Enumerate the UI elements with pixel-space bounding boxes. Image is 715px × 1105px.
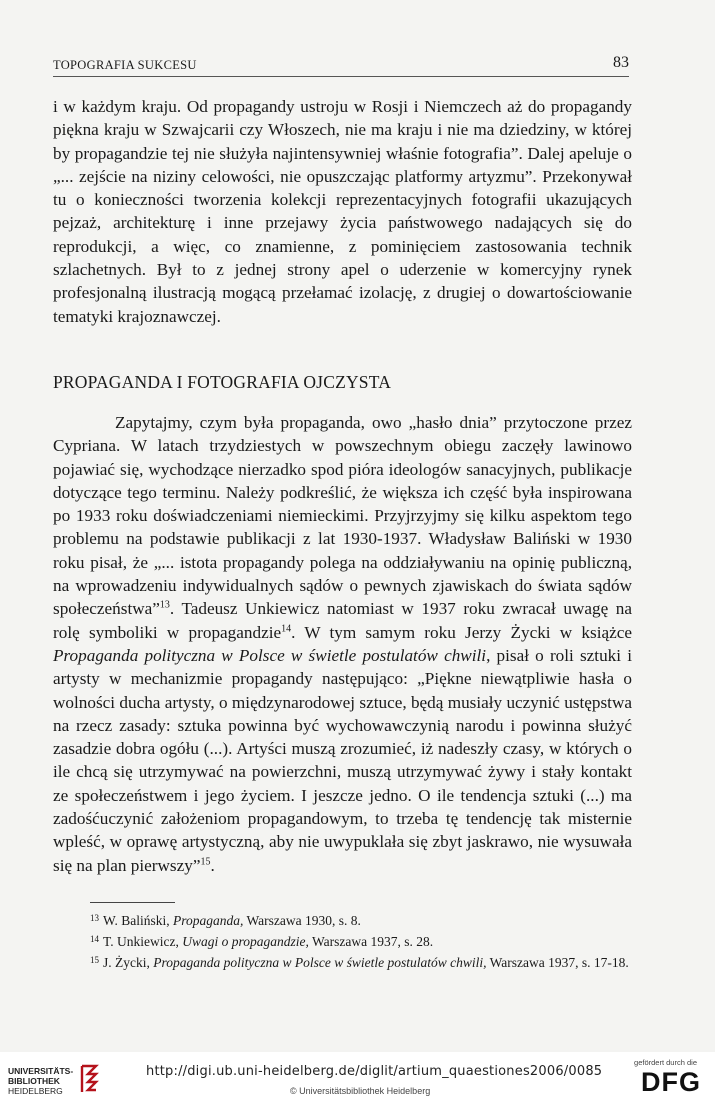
footnote-author: W. Baliński, <box>103 913 174 928</box>
running-head <box>53 54 629 77</box>
footnote-ref: 13 <box>159 599 170 611</box>
footnote-rest: Warszawa 1937, s. 28. <box>308 934 434 949</box>
footnote-ref: 15 <box>200 855 211 867</box>
text-segment: . Tadeusz Unkiewicz natomiast w 1937 roku zwracał uwagę na rolę symboliki w propagandzie <box>53 599 632 642</box>
source-url-link[interactable]: http://digi.ub.uni-heidelberg.de/diglit/artium_quaestiones2006/0085 <box>146 1064 603 1079</box>
footnote-number: 14 <box>90 934 99 944</box>
footnote-rest: Warszawa 1937, s. 17-18. <box>486 955 629 970</box>
footnote-title: Uwagi o propagandzie, <box>182 934 309 949</box>
footnote-title: Propaganda polityczna w Polsce w świetle postulatów chwili, <box>153 955 487 970</box>
text-segment: . W tym samym roku Jerzy Życki w książce <box>291 622 632 642</box>
library-name-line: UNIVERSITÄTS- <box>8 1066 74 1076</box>
library-logo-icon <box>78 1064 102 1094</box>
footnote-title: Propaganda, <box>173 913 244 928</box>
footnote <box>53 932 632 953</box>
footnote <box>53 953 632 974</box>
text-segment: , pisał o roli sztuki i artysty w mechanizmie propagandy następująco: „Piękne niewątpliwie hasła o wolności ducha artysty, o międzynarodowej sztuce, będą musiały uczynić ustępstwa na rzecz zasady: sztuka powinna być wychowawczynią narodu i powinna służyć zasadzie dobra ogółu (...). Artyści muszą zrozumieć, iż nadeszły czasy, w których o ile chcą się utrzymywać na powierzchni, muszą utrzymywać żywy i stały kontakt ze społeczeństwem i jego życiem. I jeszcze jedno. O ile tendencja sztuki (...) ma zadośćuczynić założeniom propagandowym, to trzeba tę tendencję tak misternie wpleść, w oprawę artystyczną, aby nie uwypuklała się zbyt jaskrawo, nie wysuwała się na plan pierwszy” <box>53 645 632 875</box>
body-continuation <box>53 95 632 328</box>
funding-note: gefördert durch die <box>634 1058 697 1067</box>
footnote-number: 15 <box>90 955 99 965</box>
digitization-footer <box>0 1052 715 1105</box>
section-paragraph <box>53 411 632 877</box>
library-name-line: BIBLIOTHEK <box>8 1076 60 1086</box>
section-body <box>53 411 632 877</box>
book-title: Propaganda polityczna w Polsce w świetle postulatów chwili <box>53 645 487 665</box>
footnotes <box>53 911 632 974</box>
footnote-author: T. Unkiewicz, <box>103 934 183 949</box>
dfg-logo: DFG <box>641 1067 701 1097</box>
section-heading: PROPAGANDA I FOTOGRAFIA OJCZYSTA <box>53 372 392 392</box>
footnote-rest: Warszawa 1930, s. 8. <box>243 913 361 928</box>
text-segment: . <box>210 855 215 875</box>
footnote-number: 13 <box>90 913 99 923</box>
running-title: TOPOGRAFIA SUKCESU <box>53 58 197 72</box>
page-number: 83 <box>613 54 629 71</box>
footnote <box>53 911 632 932</box>
footnote-ref: 14 <box>281 622 292 634</box>
footnote-author: J. Życki, <box>103 955 154 970</box>
paragraph-continued: i w każdym kraju. Od propagandy ustroju w Rosji i Niemczech aż do propagandy piękna kraju w Szwajcarii czy Włoszech, nie ma kraju i nie ma dziedziny, w której by propagandzie tej nie służyła najintensywniej właśnie fotografia”. Dalej apeluje o „... zejście na niziny celowości, nie opuszczając platformy artyzmu”. Przekonywał tu o konieczności tworzenia kolekcji reprezentacyjnych fotografii ukazujących pejzaż, architekturę i inne przejawy życia państwowego nadających się do reprodukcji, a więc, co znamienne, z pominięciem zastosowania technik szlachetnych. Był to z jednej strony apel o uderzenie w komercyjny rynek profesjonalną ilustracją mogącą przełamać izolację, z drugiej o dowartościowanie tematyki krajoznawczej. <box>53 97 632 326</box>
library-name-line: HEIDELBERG <box>8 1086 63 1096</box>
library-name <box>8 1066 73 1096</box>
copyright-notice: © Universitätsbibliothek Heidelberg <box>290 1086 431 1096</box>
footnote-separator <box>90 902 175 903</box>
text-segment: Zapytajmy, czym była propaganda, owo „hasło dnia” przytoczone przez Cypriana. W latach trzydziestych w powszechnym obiegu zaczęły lawinowo pojawiać się, wychodzące nierzadko spod pióra ideologów sanacyjnych, publikacje dotyczące tego terminu. Należy podkreślić, że większa ich część była inspirowana po 1933 roku doświadczeniami niemieckimi. Przyjrzyjmy się kilku aspektom tego problemu na podstawie publikacji z lat 1930-1937. Władysław Baliński w 1930 roku pisał, że „... istota propagandy polega na oddziaływaniu na opinię publiczną, na wprowadzeniu indywidualnych sądów o pewnych zjawiskach do świata sądów społeczeństwa” <box>53 413 632 619</box>
